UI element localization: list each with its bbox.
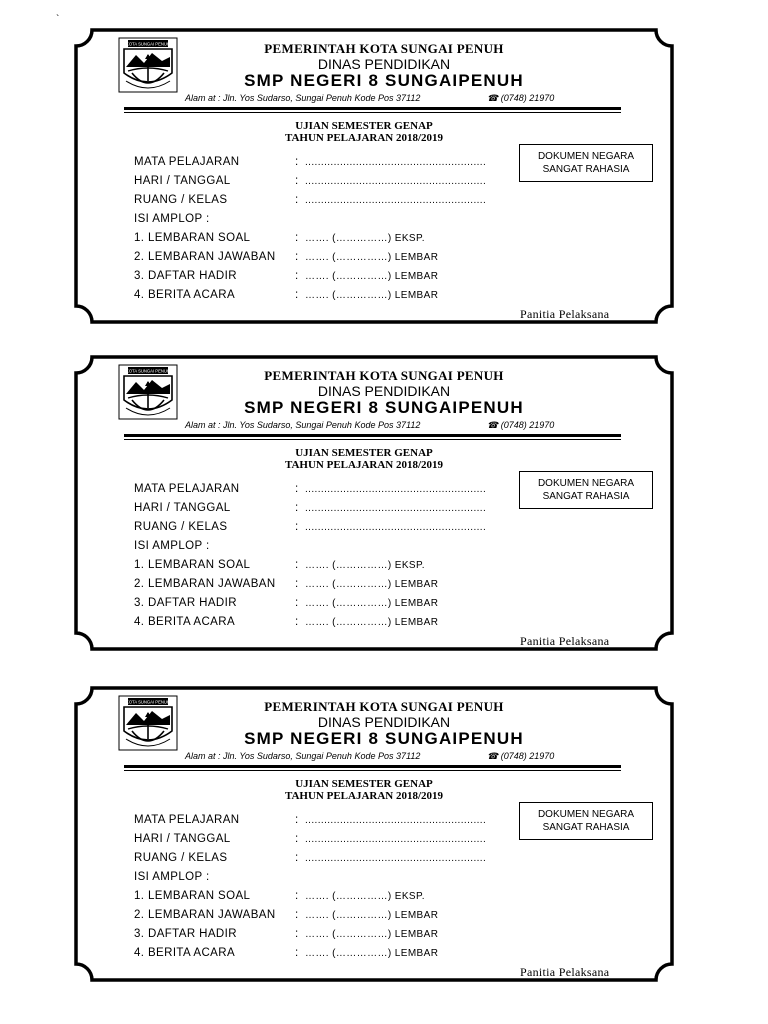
item-label: 1. LEMBARAN SOAL [134, 559, 251, 571]
envelope-item: 2. LEMBARAN JAWABAN : ……. (……………) LEMBAR [134, 251, 439, 263]
envelope-heading: ISI AMPLOP : [134, 871, 210, 883]
item-value: ……. (……………) LEMBAR [305, 929, 439, 940]
school-name: SMP NEGERI 8 SUNGAIPENUH [244, 729, 524, 748]
envelope-item: 1. LEMBARAN SOAL : ……. (……………) EKSP. [134, 232, 425, 244]
item-label: 3. DAFTAR HADIR [134, 270, 237, 282]
item-label: 1. LEMBARAN SOAL [134, 232, 251, 244]
envelope-item: 1. LEMBARAN SOAL : ……. (……………) EKSP. [134, 890, 425, 902]
committee-signature: Panitia Pelaksana [520, 307, 610, 321]
city-emblem-logo [118, 364, 178, 420]
department-name: DINAS PENDIDIKAN [317, 56, 451, 72]
field-row: HARI / TANGGAL : ......................................................... [134, 175, 487, 187]
header-rule-thick [124, 107, 621, 110]
envelope-heading: ISI AMPLOP : [134, 540, 210, 552]
item-label: 3. DAFTAR HADIR [134, 597, 237, 609]
field-blank: ......................................................... [305, 815, 487, 826]
envelope-label-card-1 [74, 28, 674, 324]
city-emblem-logo [118, 695, 178, 751]
field-blank: ......................................................... [305, 484, 487, 495]
field-label: RUANG / KELAS [134, 521, 228, 533]
confidential-stamp-box [519, 802, 653, 840]
academic-year: TAHUN PELAJARAN 2018/2019 [284, 790, 444, 802]
field-row: RUANG / KELAS : ......................................................... [134, 194, 487, 206]
header-rule-thick [124, 765, 621, 768]
school-address: Alam at : Jln. Yos Sudarso, Sungai Penuh Kode Pos 37112 [185, 420, 421, 430]
field-blank: ......................................................... [305, 522, 487, 533]
secret-line-1: DOKUMEN NEGARA [537, 809, 635, 820]
header-rule-thin [124, 439, 621, 440]
item-value: ……. (……………) LEMBAR [305, 910, 439, 921]
academic-year: TAHUN PELAJARAN 2018/2019 [284, 132, 444, 144]
school-phone: ☎ (0748) 21970 [487, 751, 555, 761]
field-label: HARI / TANGGAL [134, 175, 231, 187]
secret-line-2: SANGAT RAHASIA [542, 491, 630, 502]
field-blank: ......................................................... [305, 195, 487, 206]
school-phone: ☎ (0748) 21970 [487, 93, 555, 103]
item-value: ……. (……………) LEMBAR [305, 252, 439, 263]
envelope-item: 2. LEMBARAN JAWABAN : ……. (……………) LEMBAR [134, 578, 439, 590]
secret-line-1: DOKUMEN NEGARA [537, 478, 635, 489]
field-label: MATA PELAJARAN [134, 156, 240, 168]
item-label: 4. BERITA ACARA [134, 616, 236, 628]
field-row: HARI / TANGGAL : ......................................................... [134, 833, 487, 845]
envelope-item: 3. DAFTAR HADIR : ……. (……………) LEMBAR [134, 597, 439, 609]
item-value: ……. (……………) LEMBAR [305, 598, 439, 609]
item-value: ……. (……………) LEMBAR [305, 290, 439, 301]
header-rule-thin [124, 770, 621, 771]
academic-year: TAHUN PELAJARAN 2018/2019 [284, 459, 444, 471]
field-blank: ......................................................... [305, 853, 487, 864]
committee-signature: Panitia Pelaksana [520, 965, 610, 979]
envelope-label-card-2 [74, 355, 674, 651]
field-row: HARI / TANGGAL : ......................................................... [134, 502, 487, 514]
school-name: SMP NEGERI 8 SUNGAIPENUH [244, 71, 524, 90]
envelope-item: 4. BERITA ACARA : ……. (……………) LEMBAR [134, 616, 439, 628]
item-label: 1. LEMBARAN SOAL [134, 890, 251, 902]
field-blank: ......................................................... [305, 176, 487, 187]
item-value: ……. (……………) LEMBAR [305, 579, 439, 590]
field-blank: ......................................................... [305, 834, 487, 845]
school-name: SMP NEGERI 8 SUNGAIPENUH [244, 398, 524, 417]
item-value: ……. (……………) EKSP. [305, 233, 425, 244]
exam-title: UJIAN SEMESTER GENAP [295, 120, 433, 132]
secret-line-2: SANGAT RAHASIA [542, 822, 630, 833]
envelope-item: 4. BERITA ACARA : ……. (……………) LEMBAR [134, 947, 439, 959]
field-row: MATA PELAJARAN : ......................................................... [134, 814, 487, 826]
secret-line-2: SANGAT RAHASIA [542, 164, 630, 175]
field-row: RUANG / KELAS : ......................................................... [134, 521, 487, 533]
city-emblem-logo [118, 37, 178, 93]
school-phone: ☎ (0748) 21970 [487, 420, 555, 430]
government-name: PEMERINTAH KOTA SUNGAI PENUH [264, 41, 504, 56]
header-rule-thin [124, 112, 621, 113]
field-label: HARI / TANGGAL [134, 833, 231, 845]
envelope-item: 3. DAFTAR HADIR : ……. (……………) LEMBAR [134, 270, 439, 282]
field-row: MATA PELAJARAN : ......................................................... [134, 156, 487, 168]
item-label: 2. LEMBARAN JAWABAN [134, 251, 276, 263]
confidential-stamp-box [519, 471, 653, 509]
envelope-item: 2. LEMBARAN JAWABAN : ……. (……………) LEMBAR [134, 909, 439, 921]
field-label: RUANG / KELAS [134, 852, 228, 864]
government-name: PEMERINTAH KOTA SUNGAI PENUH [264, 699, 504, 714]
field-row: MATA PELAJARAN : ......................................................... [134, 483, 487, 495]
confidential-stamp-box [519, 144, 653, 182]
field-label: RUANG / KELAS [134, 194, 228, 206]
secret-line-1: DOKUMEN NEGARA [537, 151, 635, 162]
item-label: 4. BERITA ACARA [134, 289, 236, 301]
stray-mark: ` [56, 14, 60, 25]
field-row: RUANG / KELAS : ......................................................... [134, 852, 487, 864]
logo-text: KOTA SUNGAI PENUH [126, 368, 170, 374]
item-label: 4. BERITA ACARA [134, 947, 236, 959]
item-label: 3. DAFTAR HADIR [134, 928, 237, 940]
envelope-item: 1. LEMBARAN SOAL : ……. (……………) EKSP. [134, 559, 425, 571]
field-label: MATA PELAJARAN [134, 483, 240, 495]
field-label: MATA PELAJARAN [134, 814, 240, 826]
item-value: ……. (……………) LEMBAR [305, 617, 439, 628]
field-label: HARI / TANGGAL [134, 502, 231, 514]
item-label: 2. LEMBARAN JAWABAN [134, 578, 276, 590]
committee-signature: Panitia Pelaksana [520, 634, 610, 648]
school-address: Alam at : Jln. Yos Sudarso, Sungai Penuh Kode Pos 37112 [185, 93, 421, 103]
logo-text: KOTA SUNGAI PENUH [126, 699, 170, 705]
exam-title: UJIAN SEMESTER GENAP [295, 778, 433, 790]
envelope-heading: ISI AMPLOP : [134, 213, 210, 225]
field-blank: ......................................................... [305, 157, 487, 168]
department-name: DINAS PENDIDIKAN [317, 383, 451, 399]
envelope-item: 4. BERITA ACARA : ……. (……………) LEMBAR [134, 289, 439, 301]
government-name: PEMERINTAH KOTA SUNGAI PENUH [264, 368, 504, 383]
field-blank: ......................................................... [305, 503, 487, 514]
item-value: ……. (……………) EKSP. [305, 560, 425, 571]
school-address: Alam at : Jln. Yos Sudarso, Sungai Penuh Kode Pos 37112 [185, 751, 421, 761]
envelope-label-card-3 [74, 686, 674, 982]
item-label: 2. LEMBARAN JAWABAN [134, 909, 276, 921]
logo-text: KOTA SUNGAI PENUH [126, 41, 170, 47]
envelope-item: 3. DAFTAR HADIR : ……. (……………) LEMBAR [134, 928, 439, 940]
item-value: ……. (……………) EKSP. [305, 891, 425, 902]
department-name: DINAS PENDIDIKAN [317, 714, 451, 730]
item-value: ……. (……………) LEMBAR [305, 271, 439, 282]
exam-title: UJIAN SEMESTER GENAP [295, 447, 433, 459]
header-rule-thick [124, 434, 621, 437]
item-value: ……. (……………) LEMBAR [305, 948, 439, 959]
